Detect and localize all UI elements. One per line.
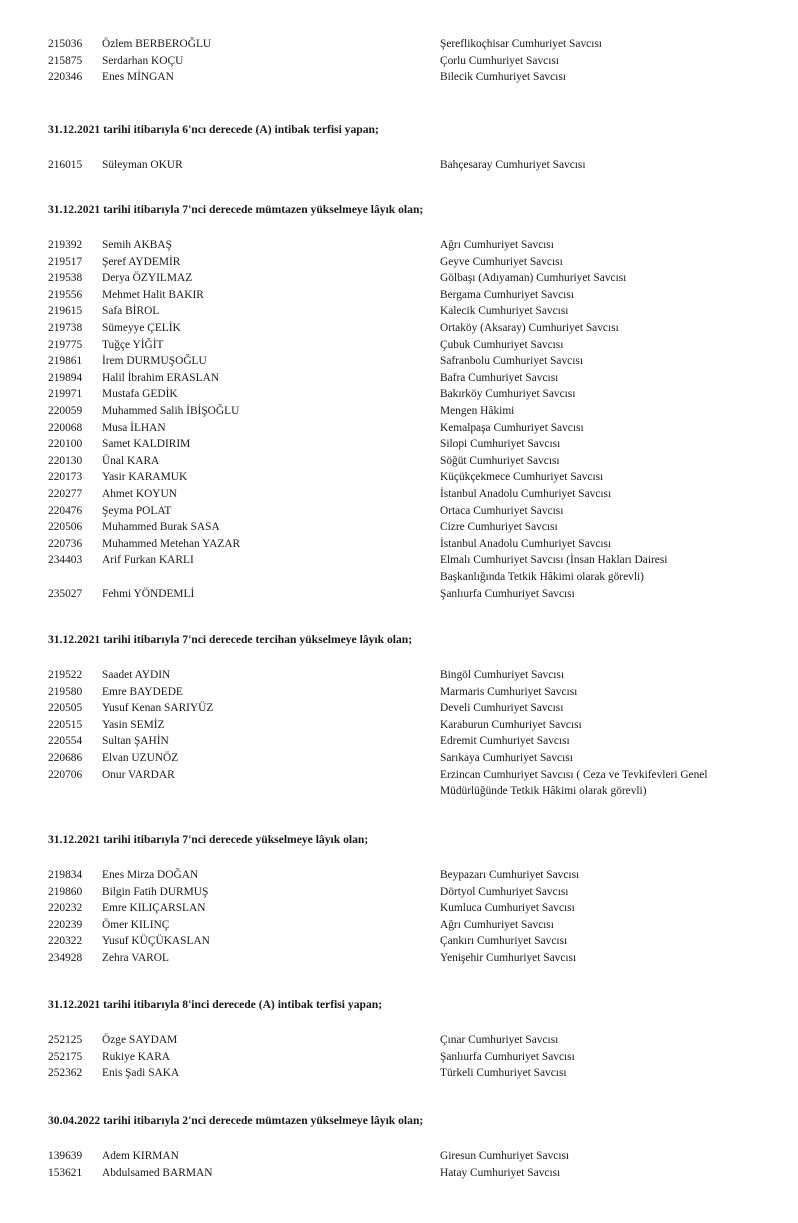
person-name: Semih AKBAŞ (102, 239, 172, 251)
list-row (0, 733, 798, 749)
position-title: Silopi Cumhuriyet Savcısı (440, 438, 561, 451)
registry-number: 220130 (48, 454, 83, 467)
list-row (0, 469, 798, 485)
person-name: Sultan ŞAHİN (102, 735, 169, 748)
registry-number: 220476 (48, 504, 83, 517)
list-row (0, 717, 798, 733)
position-title: Safranbolu Cumhuriyet Savcısı (440, 355, 583, 368)
person-name: Halil İbrahim ERASLAN (102, 371, 220, 384)
person-name: Ünal KARA (102, 454, 160, 467)
position-title: Ağrı Cumhuriyet Savcısı (440, 918, 554, 931)
person-name: Muhammed Burak SASA (102, 521, 220, 534)
list-row (0, 36, 798, 52)
registry-number: 220239 (48, 918, 83, 931)
registry-number: 220706 (48, 768, 83, 781)
position-title: Küçükçekmece Cumhuriyet Savcısı (440, 471, 604, 484)
registry-number: 220346 (48, 71, 83, 84)
registry-number: 252175 (48, 1050, 83, 1063)
person-name: Rukiye KARA (102, 1050, 171, 1063)
person-name: Şeref AYDEMİR (102, 255, 181, 268)
registry-number: 219834 (48, 869, 83, 881)
person-name: Ahmet KOYUN (102, 488, 177, 500)
position-title: Gölbaşı (Adıyaman) Cumhuriyet Savcısı (440, 272, 627, 285)
position-title: Söğüt Cumhuriyet Savcısı (440, 454, 560, 467)
list-row (0, 237, 798, 253)
registry-number: 219615 (48, 305, 83, 318)
person-name: Adem KIRMAN (102, 1150, 179, 1162)
position-title: Bergama Cumhuriyet Savcısı (440, 288, 574, 301)
position-title: Şanlıurfa Cumhuriyet Savcısı (440, 587, 575, 600)
registry-number: 220506 (48, 521, 83, 534)
person-name: Yusuf KÜÇÜKASLAN (102, 935, 210, 948)
registry-number: 215875 (48, 54, 83, 67)
person-name: Musa İLHAN (102, 421, 166, 434)
position-title: Geyve Cumhuriyet Savcısı (440, 255, 563, 268)
list-row (0, 420, 798, 436)
registry-number: 220173 (48, 471, 83, 484)
person-name: Elvan UZUNÖZ (102, 752, 179, 764)
registry-number: 219861 (48, 355, 83, 368)
person-name: Emre BAYDEDE (102, 685, 183, 698)
position-title: Çorlu Cumhuriyet Savcısı (440, 54, 559, 67)
person-name: Şeyma POLAT (102, 504, 172, 517)
person-name: Enes Mirza DOĞAN (102, 869, 199, 881)
person-name: Sümeyye ÇELİK (102, 322, 181, 334)
registry-number: 219522 (48, 669, 83, 681)
list-row (0, 1148, 798, 1164)
person-name: Arif Furkan KARLI (102, 554, 194, 567)
position-title: Kemalpaşa Cumhuriyet Savcısı (440, 421, 584, 434)
person-name: Muhammed Salih İBİŞOĞLU (102, 405, 240, 417)
section-header: 31.12.2021 tarihi itibarıyla 8'inci derecede (A) intibak terfisi yapan; (48, 998, 383, 1011)
position-title: Şereflikoçhisar Cumhuriyet Savcısı (440, 38, 602, 50)
list-row (0, 917, 798, 933)
person-name: Yasin SEMİZ (102, 718, 165, 731)
list-row (0, 1049, 798, 1065)
list-row (0, 552, 798, 568)
registry-number: 219971 (48, 388, 83, 401)
list-row (0, 53, 798, 69)
position-title: Türkeli Cumhuriyet Savcısı (440, 1067, 567, 1080)
position-title: Karaburun Cumhuriyet Savcısı (440, 718, 582, 731)
position-title: Yenişehir Cumhuriyet Savcısı (440, 952, 577, 964)
list-row (0, 900, 798, 916)
list-row (0, 486, 798, 502)
registry-number: 220515 (48, 718, 83, 731)
list-row (0, 453, 798, 469)
person-name: Muhammed Metehan YAZAR (102, 537, 241, 550)
list-row (0, 667, 798, 683)
registry-number: 216015 (48, 159, 83, 171)
list-row (0, 320, 798, 336)
person-name: Mehmet Halit BAKIR (102, 288, 204, 301)
registry-number: 220100 (48, 438, 83, 451)
person-name: Mustafa GEDİK (102, 388, 178, 401)
list-row (0, 403, 798, 419)
position-title: Marmaris Cumhuriyet Savcısı (440, 685, 578, 698)
person-name: Ömer KILINÇ (102, 918, 170, 931)
list-row (0, 519, 798, 535)
list-row (0, 684, 798, 700)
position-title: Develi Cumhuriyet Savcısı (440, 702, 564, 715)
registry-number: 220277 (48, 488, 83, 500)
person-name: Özlem BERBEROĞLU (102, 38, 212, 50)
list-row (0, 270, 798, 286)
registry-number: 139639 (48, 1150, 83, 1162)
position-title: Erzincan Cumhuriyet Savcısı ( Ceza ve Tevkifevleri Genel (440, 768, 708, 781)
list-row (0, 386, 798, 402)
list-row (0, 950, 798, 966)
position-title: Bingöl Cumhuriyet Savcısı (440, 669, 565, 681)
position-title: Elmalı Cumhuriyet Savcısı (İnsan Hakları Dairesi (440, 554, 668, 567)
list-row (0, 287, 798, 303)
section-header: 30.04.2022 tarihi itibarıyla 2'nci derecede mümtazen yükselmeye lâyık olan; (48, 1114, 424, 1127)
position-title: Ağrı Cumhuriyet Savcısı (440, 239, 554, 251)
position-title: Bahçesaray Cumhuriyet Savcısı (440, 159, 586, 171)
registry-number: 252362 (48, 1067, 83, 1080)
registry-number: 220059 (48, 405, 83, 417)
list-row (0, 370, 798, 386)
position-title: Bafra Cumhuriyet Savcısı (440, 371, 559, 384)
registry-number: 219556 (48, 288, 83, 301)
position-title: Şanlıurfa Cumhuriyet Savcısı (440, 1050, 575, 1063)
position-title: İstanbul Anadolu Cumhuriyet Savcısı (440, 488, 612, 500)
position-title: Sarıkaya Cumhuriyet Savcısı (440, 752, 573, 764)
section-header: 31.12.2021 tarihi itibarıyla 7'nci derecede mümtazen yükselmeye lâyık olan; (48, 203, 424, 216)
registry-number: 219775 (48, 338, 83, 351)
person-name: Yusuf Kenan SARIYÜZ (102, 702, 214, 715)
registry-number: 220322 (48, 935, 83, 948)
position-title: Beypazarı Cumhuriyet Savcısı (440, 869, 580, 881)
position-title: Hatay Cumhuriyet Savcısı (440, 1166, 561, 1179)
position-title: Ortaca Cumhuriyet Savcısı (440, 504, 564, 517)
list-row (0, 254, 798, 270)
list-row (0, 767, 798, 783)
list-row (0, 1032, 798, 1048)
position-title: Bilecik Cumhuriyet Savcısı (440, 71, 566, 84)
section-header: 31.12.2021 tarihi itibarıyla 7'nci derecede tercihan yükselmeye lâyık olan; (48, 633, 413, 646)
position-title-continued: Başkanlığında Tetkik Hâkimi olarak görevli) (440, 571, 644, 583)
person-name: Safa BİROL (102, 305, 160, 318)
section-header: 31.12.2021 tarihi itibarıyla 7'nci derecede yükselmeye lâyık olan; (48, 833, 369, 846)
position-title: Cizre Cumhuriyet Savcısı (440, 521, 558, 534)
position-title: Çankırı Cumhuriyet Savcısı (440, 935, 568, 948)
list-row (0, 933, 798, 949)
list-row (0, 1065, 798, 1081)
list-row (0, 337, 798, 353)
person-name: Yasir KARAMUK (102, 471, 188, 484)
person-name: Fehmi YÖNDEMLİ (102, 587, 195, 600)
person-name: Zehra VAROL (102, 952, 169, 964)
list-row (0, 1165, 798, 1181)
position-title: Mengen Hâkimi (440, 405, 515, 417)
registry-number: 219860 (48, 885, 83, 898)
position-title: Edremit Cumhuriyet Savcısı (440, 735, 570, 748)
registry-number: 220554 (48, 735, 83, 748)
person-name: Samet KALDIRIM (102, 438, 191, 451)
position-title: Çubuk Cumhuriyet Savcısı (440, 338, 564, 351)
person-name: İrem DURMUŞOĞLU (102, 355, 207, 368)
registry-number: 219580 (48, 685, 83, 698)
list-row (0, 69, 798, 85)
registry-number: 220068 (48, 421, 83, 434)
list-row (0, 586, 798, 602)
list-row (0, 750, 798, 766)
registry-number: 220232 (48, 902, 83, 915)
position-title-continued: Müdürlüğünde Tetkik Hâkimi olarak görevli) (440, 785, 647, 798)
registry-number: 215036 (48, 38, 83, 50)
list-row (0, 503, 798, 519)
person-name: Abdulsamed BARMAN (102, 1166, 213, 1179)
registry-number: 234928 (48, 952, 83, 964)
position-title: Çınar Cumhuriyet Savcısı (440, 1034, 559, 1046)
list-row (0, 157, 798, 173)
registry-number: 219738 (48, 322, 83, 334)
person-name: Özge SAYDAM (102, 1034, 178, 1046)
person-name: Derya ÖZYILMAZ (102, 272, 193, 285)
person-name: Tuğçe YİĞİT (102, 338, 164, 351)
person-name: Enes MİNGAN (102, 71, 174, 84)
registry-number: 219894 (48, 371, 83, 384)
registry-number: 220686 (48, 752, 83, 764)
position-title: Ortaköy (Aksaray) Cumhuriyet Savcısı (440, 322, 619, 334)
person-name: Süleyman OKUR (102, 159, 183, 171)
person-name: Onur VARDAR (102, 768, 175, 781)
list-row (0, 536, 798, 552)
position-title: Bakırköy Cumhuriyet Savcısı (440, 388, 576, 401)
list-row (0, 303, 798, 319)
position-title: Kumluca Cumhuriyet Savcısı (440, 902, 575, 915)
registry-number: 234403 (48, 554, 83, 567)
list-row (0, 700, 798, 716)
registry-number: 235027 (48, 587, 83, 600)
person-name: Enis Şadi SAKA (102, 1067, 180, 1080)
list-row (0, 884, 798, 900)
section-header: 31.12.2021 tarihi itibarıyla 6'ncı derecede (A) intibak terfisi yapan; (48, 123, 379, 136)
registry-number: 219517 (48, 255, 83, 268)
list-row (0, 867, 798, 883)
registry-number: 153621 (48, 1166, 83, 1179)
position-title: Kalecik Cumhuriyet Savcısı (440, 305, 569, 318)
list-row (0, 353, 798, 369)
position-title: Giresun Cumhuriyet Savcısı (440, 1150, 570, 1162)
person-name: Bilgin Fatih DURMUŞ (102, 885, 209, 898)
registry-number: 220736 (48, 537, 83, 550)
registry-number: 219392 (48, 239, 83, 251)
registry-number: 252125 (48, 1034, 83, 1046)
position-title: Dörtyol Cumhuriyet Savcısı (440, 885, 569, 898)
person-name: Saadet AYDIN (102, 669, 171, 681)
registry-number: 219538 (48, 272, 83, 285)
list-row (0, 436, 798, 452)
registry-number: 220505 (48, 702, 83, 715)
position-title: İstanbul Anadolu Cumhuriyet Savcısı (440, 537, 612, 550)
person-name: Emre KILIÇARSLAN (102, 902, 206, 915)
person-name: Serdarhan KOÇU (102, 54, 184, 67)
